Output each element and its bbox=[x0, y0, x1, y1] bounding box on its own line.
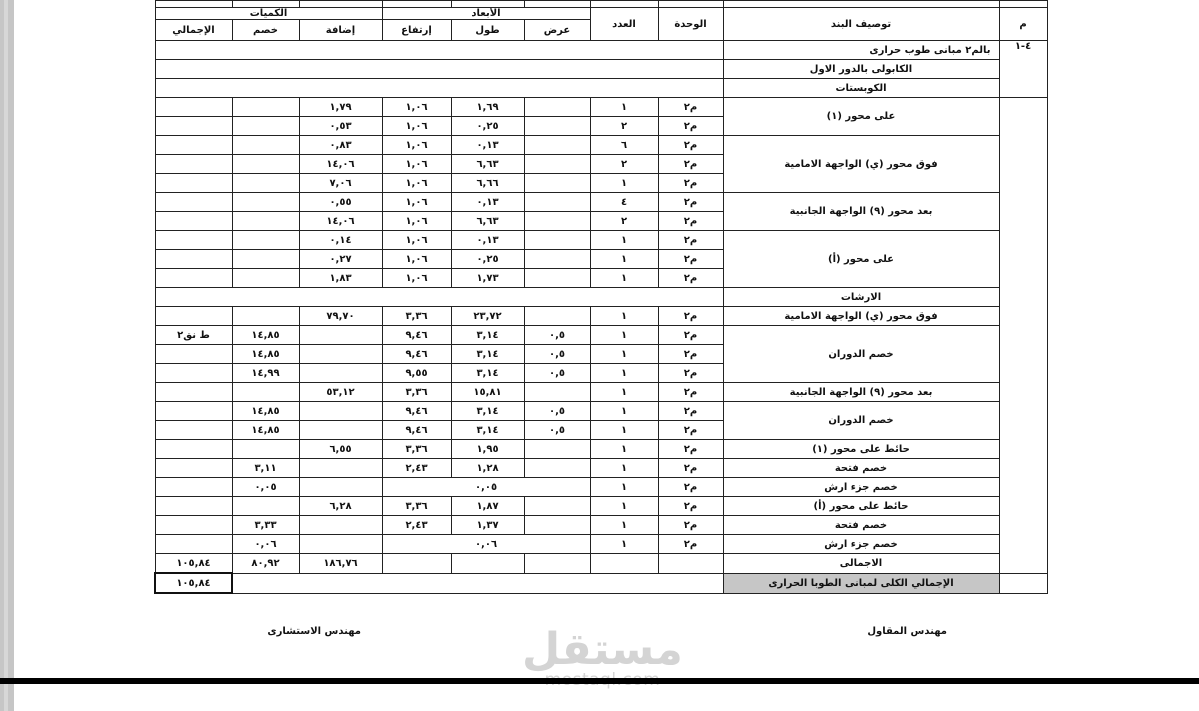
row-count: ١ bbox=[590, 516, 658, 535]
row-width bbox=[524, 174, 590, 193]
header-row-1 bbox=[155, 8, 1047, 20]
row-height: ٣,٣٦ bbox=[382, 307, 451, 326]
row-add: ١٤,٠٦ bbox=[299, 155, 382, 174]
header-description: توصيف البند bbox=[723, 8, 999, 41]
row-add bbox=[299, 364, 382, 383]
row-add: ٦,٢٨ bbox=[299, 497, 382, 516]
table-row bbox=[155, 383, 1047, 402]
top-cell bbox=[590, 1, 658, 8]
row-height: ١,٠٦ bbox=[382, 136, 451, 155]
totals-blank-height bbox=[382, 554, 451, 574]
row-deduct: ٠,٠٥ bbox=[232, 478, 299, 497]
top-cell bbox=[524, 1, 590, 8]
grand-total-value: ١٠٥,٨٤ bbox=[155, 573, 232, 593]
row-total bbox=[155, 250, 232, 269]
row-unit: م٢ bbox=[658, 193, 723, 212]
row-width: ٠,٥ bbox=[524, 345, 590, 364]
row-add bbox=[299, 459, 382, 478]
row-height: ٣,٣٦ bbox=[382, 497, 451, 516]
totals-blank-length bbox=[451, 554, 524, 574]
table-row bbox=[155, 193, 1047, 212]
item-title-row bbox=[155, 41, 1047, 60]
row-width bbox=[524, 136, 590, 155]
section-cornice-blank bbox=[155, 79, 723, 98]
header-height: إرتفاع bbox=[382, 20, 451, 41]
row-unit: م٢ bbox=[658, 383, 723, 402]
row-length: ٠,١٣ bbox=[451, 193, 524, 212]
row-deduct bbox=[232, 307, 299, 326]
row-count: ١ bbox=[590, 535, 658, 554]
row-description: خصم فتحة bbox=[723, 459, 999, 478]
row-add bbox=[299, 345, 382, 364]
row-add: ٠,٨٣ bbox=[299, 136, 382, 155]
row-count: ١ bbox=[590, 174, 658, 193]
row-deduct: ١٤,٨٥ bbox=[232, 421, 299, 440]
row-total bbox=[155, 421, 232, 440]
row-count: ١ bbox=[590, 326, 658, 345]
item-title-blank bbox=[155, 41, 723, 60]
row-add bbox=[299, 478, 382, 497]
grand-item-blank bbox=[999, 573, 1047, 593]
row-length: ٣,١٤ bbox=[451, 345, 524, 364]
header-count: العدد bbox=[590, 8, 658, 41]
top-cell bbox=[451, 1, 524, 8]
row-unit: م٢ bbox=[658, 497, 723, 516]
totals-add: ١٨٦,٧٦ bbox=[299, 554, 382, 574]
section-ledge-title: الارشات bbox=[723, 288, 999, 307]
section-cornice-row bbox=[155, 79, 1047, 98]
row-width bbox=[524, 155, 590, 174]
section-cornice-title: الكوبستات bbox=[723, 79, 999, 98]
item-floor: الكابولى بالدور الاول bbox=[723, 60, 999, 79]
totals-deduct: ٨٠,٩٢ bbox=[232, 554, 299, 574]
section-ledge-blank bbox=[155, 288, 723, 307]
row-width bbox=[524, 516, 590, 535]
item-floor-blank bbox=[155, 60, 723, 79]
row-unit: م٢ bbox=[658, 364, 723, 383]
row-unit: م٢ bbox=[658, 307, 723, 326]
row-total bbox=[155, 174, 232, 193]
row-deduct bbox=[232, 117, 299, 136]
row-length: ٣,١٤ bbox=[451, 402, 524, 421]
row-total: ط نق٢ bbox=[155, 326, 232, 345]
row-height: ٩,٥٥ bbox=[382, 364, 451, 383]
row-total bbox=[155, 212, 232, 231]
row-add: ٧٩,٧٠ bbox=[299, 307, 382, 326]
row-deduct: ١٤,٨٥ bbox=[232, 326, 299, 345]
row-unit: م٢ bbox=[658, 231, 723, 250]
row-length: ٠,١٣ bbox=[451, 231, 524, 250]
watermark-main-text: مستقل bbox=[522, 624, 683, 675]
table-row bbox=[155, 497, 1047, 516]
totals-blank-unit bbox=[658, 554, 723, 574]
row-unit: م٢ bbox=[658, 117, 723, 136]
grand-total-label: الإجمالي الكلى لمبانى الطوبا الحرارى bbox=[723, 573, 999, 593]
row-add: ٥٣,١٢ bbox=[299, 383, 382, 402]
header-add: إضافة bbox=[299, 20, 382, 41]
table-row bbox=[155, 535, 1047, 554]
grand-total-row bbox=[155, 573, 1047, 593]
row-dimension-merged: ٠,٠٥ bbox=[382, 478, 590, 497]
row-total bbox=[155, 440, 232, 459]
row-dimension-merged: ٠,٠٦ bbox=[382, 535, 590, 554]
table-row bbox=[155, 459, 1047, 478]
row-deduct bbox=[232, 231, 299, 250]
row-unit: م٢ bbox=[658, 269, 723, 288]
row-width: ٠,٥ bbox=[524, 364, 590, 383]
row-width bbox=[524, 440, 590, 459]
row-unit: م٢ bbox=[658, 478, 723, 497]
row-height: ٩,٤٦ bbox=[382, 421, 451, 440]
row-unit: م٢ bbox=[658, 250, 723, 269]
row-height: ١,٠٦ bbox=[382, 117, 451, 136]
row-width bbox=[524, 193, 590, 212]
row-add bbox=[299, 535, 382, 554]
row-width: ٠,٥ bbox=[524, 421, 590, 440]
row-add bbox=[299, 402, 382, 421]
row-count: ٢ bbox=[590, 155, 658, 174]
row-width: ٠,٥ bbox=[524, 402, 590, 421]
row-height: ٩,٤٦ bbox=[382, 326, 451, 345]
consultant-engineer-label: مهندس الاستشارى bbox=[267, 626, 361, 637]
row-count: ١ bbox=[590, 98, 658, 117]
table-row bbox=[155, 402, 1047, 421]
row-description: فوق محور (ي) الواجهة الامامية bbox=[723, 136, 999, 193]
row-description: خصم الدوران bbox=[723, 402, 999, 440]
row-width bbox=[524, 383, 590, 402]
row-deduct: ٠,٠٦ bbox=[232, 535, 299, 554]
row-unit: م٢ bbox=[658, 421, 723, 440]
row-unit: م٢ bbox=[658, 136, 723, 155]
row-unit: م٢ bbox=[658, 459, 723, 478]
row-add: ٠,٥٥ bbox=[299, 193, 382, 212]
row-unit: م٢ bbox=[658, 535, 723, 554]
item-number: ٤-١ bbox=[999, 41, 1047, 98]
row-length: ٣,١٤ bbox=[451, 364, 524, 383]
item-no-cell bbox=[999, 98, 1047, 574]
row-length: ٠,٢٥ bbox=[451, 250, 524, 269]
row-width bbox=[524, 307, 590, 326]
row-add: ٦,٥٥ bbox=[299, 440, 382, 459]
row-length: ٣,١٤ bbox=[451, 326, 524, 345]
page-edge-inner bbox=[4, 0, 8, 711]
row-count: ١ bbox=[590, 345, 658, 364]
row-add: ١,٧٩ bbox=[299, 98, 382, 117]
top-cell bbox=[723, 1, 999, 8]
contractor-engineer-label: مهندس المقاول bbox=[867, 626, 947, 637]
row-deduct: ١٤,٩٩ bbox=[232, 364, 299, 383]
row-width bbox=[524, 459, 590, 478]
row-height: ١,٠٦ bbox=[382, 174, 451, 193]
row-unit: م٢ bbox=[658, 326, 723, 345]
row-width bbox=[524, 212, 590, 231]
row-height: ١,٠٦ bbox=[382, 155, 451, 174]
row-width bbox=[524, 269, 590, 288]
row-deduct: ١٤,٨٥ bbox=[232, 402, 299, 421]
row-description: خصم الدوران bbox=[723, 326, 999, 383]
row-description: خصم جزء ارش bbox=[723, 478, 999, 497]
row-deduct: ٣,٣٣ bbox=[232, 516, 299, 535]
row-description: خصم فتحة bbox=[723, 516, 999, 535]
row-add: ٠,٥٣ bbox=[299, 117, 382, 136]
row-length: ١,٧٣ bbox=[451, 269, 524, 288]
quantities-table bbox=[154, 0, 1048, 594]
row-count: ١ bbox=[590, 383, 658, 402]
row-height: ٣,٣٦ bbox=[382, 383, 451, 402]
row-total bbox=[155, 459, 232, 478]
row-unit: م٢ bbox=[658, 212, 723, 231]
row-height: ٢,٤٣ bbox=[382, 516, 451, 535]
row-total bbox=[155, 345, 232, 364]
table-row bbox=[155, 307, 1047, 326]
grand-blank-span bbox=[232, 573, 723, 593]
row-count: ٢ bbox=[590, 212, 658, 231]
row-description: حائط على محور (١) bbox=[723, 440, 999, 459]
row-length: ٠,٢٥ bbox=[451, 117, 524, 136]
row-height: ٣,٣٦ bbox=[382, 440, 451, 459]
item-title: بالم٢ مبانى طوب حرارى bbox=[723, 41, 999, 60]
header-item-no: م bbox=[999, 8, 1047, 41]
row-add bbox=[299, 516, 382, 535]
page-edge-bar bbox=[0, 0, 14, 711]
row-deduct bbox=[232, 136, 299, 155]
row-height: ٩,٤٦ bbox=[382, 402, 451, 421]
header-quantities: الكميات bbox=[155, 8, 382, 20]
row-total bbox=[155, 193, 232, 212]
row-description: خصم جزء ارش bbox=[723, 535, 999, 554]
row-unit: م٢ bbox=[658, 402, 723, 421]
row-description: على محور (أ) bbox=[723, 231, 999, 288]
row-height: ١,٠٦ bbox=[382, 269, 451, 288]
row-deduct bbox=[232, 250, 299, 269]
row-unit: م٢ bbox=[658, 98, 723, 117]
row-count: ١ bbox=[590, 231, 658, 250]
top-cell bbox=[299, 1, 382, 8]
row-unit: م٢ bbox=[658, 345, 723, 364]
row-add: ٠,١٤ bbox=[299, 231, 382, 250]
row-total bbox=[155, 478, 232, 497]
row-height: ٢,٤٣ bbox=[382, 459, 451, 478]
bottom-rule bbox=[0, 678, 1199, 684]
row-count: ١ bbox=[590, 250, 658, 269]
header-total: الإجمالي bbox=[155, 20, 232, 41]
top-cell bbox=[999, 1, 1047, 8]
row-deduct: ٣,١١ bbox=[232, 459, 299, 478]
row-add bbox=[299, 326, 382, 345]
row-height: ١,٠٦ bbox=[382, 193, 451, 212]
row-deduct bbox=[232, 497, 299, 516]
row-description: بعد محور (٩) الواجهة الجانبية bbox=[723, 383, 999, 402]
top-cell bbox=[232, 1, 299, 8]
row-total bbox=[155, 155, 232, 174]
row-deduct bbox=[232, 155, 299, 174]
row-add: ١,٨٣ bbox=[299, 269, 382, 288]
row-deduct bbox=[232, 212, 299, 231]
row-total bbox=[155, 136, 232, 155]
header-length: طول bbox=[451, 20, 524, 41]
row-total bbox=[155, 516, 232, 535]
header-unit: الوحدة bbox=[658, 8, 723, 41]
row-add bbox=[299, 421, 382, 440]
top-border-row bbox=[155, 1, 1047, 8]
row-description: بعد محور (٩) الواجهة الجانبية bbox=[723, 193, 999, 231]
row-count: ٤ bbox=[590, 193, 658, 212]
row-deduct bbox=[232, 383, 299, 402]
header-deduct: خصم bbox=[232, 20, 299, 41]
row-add: ١٤,٠٦ bbox=[299, 212, 382, 231]
row-total bbox=[155, 231, 232, 250]
row-height: ١,٠٦ bbox=[382, 231, 451, 250]
table-row bbox=[155, 478, 1047, 497]
section-ledge-row bbox=[155, 288, 1047, 307]
row-width bbox=[524, 231, 590, 250]
header-dimensions: الأبعاد bbox=[382, 8, 590, 20]
row-length: ١,٣٧ bbox=[451, 516, 524, 535]
table-row bbox=[155, 136, 1047, 155]
row-deduct bbox=[232, 193, 299, 212]
row-count: ١ bbox=[590, 440, 658, 459]
row-width bbox=[524, 98, 590, 117]
top-cell bbox=[658, 1, 723, 8]
row-length: ١,٦٩ bbox=[451, 98, 524, 117]
row-length: ٦,٦٦ bbox=[451, 174, 524, 193]
row-width bbox=[524, 497, 590, 516]
top-cell bbox=[155, 1, 232, 8]
row-length: ١٥,٨١ bbox=[451, 383, 524, 402]
row-deduct: ١٤,٨٥ bbox=[232, 345, 299, 364]
row-length: ٠,١٣ bbox=[451, 136, 524, 155]
row-total bbox=[155, 98, 232, 117]
row-length: ٢٣,٧٢ bbox=[451, 307, 524, 326]
row-length: ١,٩٥ bbox=[451, 440, 524, 459]
row-add: ٠,٢٧ bbox=[299, 250, 382, 269]
row-total bbox=[155, 117, 232, 136]
row-count: ١ bbox=[590, 478, 658, 497]
row-deduct bbox=[232, 440, 299, 459]
row-unit: م٢ bbox=[658, 174, 723, 193]
totals-row bbox=[155, 554, 1047, 574]
row-width: ٠,٥ bbox=[524, 326, 590, 345]
table-row bbox=[155, 516, 1047, 535]
row-height: ١,٠٦ bbox=[382, 212, 451, 231]
totals-total: ١٠٥,٨٤ bbox=[155, 554, 232, 574]
totals-blank-count bbox=[590, 554, 658, 574]
row-length: ١,٨٧ bbox=[451, 497, 524, 516]
totals-label: الاجمالى bbox=[723, 554, 999, 574]
row-length: ٣,١٤ bbox=[451, 421, 524, 440]
row-count: ١ bbox=[590, 402, 658, 421]
table-row bbox=[155, 98, 1047, 117]
table-row bbox=[155, 326, 1047, 345]
row-total bbox=[155, 269, 232, 288]
row-unit: م٢ bbox=[658, 516, 723, 535]
row-count: ١ bbox=[590, 364, 658, 383]
row-deduct bbox=[232, 269, 299, 288]
row-total bbox=[155, 307, 232, 326]
row-unit: م٢ bbox=[658, 155, 723, 174]
table-row bbox=[155, 231, 1047, 250]
row-height: ١,٠٦ bbox=[382, 250, 451, 269]
totals-blank-width bbox=[524, 554, 590, 574]
row-count: ١ bbox=[590, 497, 658, 516]
header-width: عرض bbox=[524, 20, 590, 41]
row-height: ٩,٤٦ bbox=[382, 345, 451, 364]
row-deduct bbox=[232, 98, 299, 117]
row-count: ١ bbox=[590, 459, 658, 478]
row-deduct bbox=[232, 174, 299, 193]
row-add: ٧,٠٦ bbox=[299, 174, 382, 193]
row-count: ١ bbox=[590, 307, 658, 326]
row-width bbox=[524, 117, 590, 136]
row-height: ١,٠٦ bbox=[382, 98, 451, 117]
row-width bbox=[524, 250, 590, 269]
row-count: ٢ bbox=[590, 117, 658, 136]
row-unit: م٢ bbox=[658, 440, 723, 459]
row-length: ١,٢٨ bbox=[451, 459, 524, 478]
row-total bbox=[155, 383, 232, 402]
item-floor-row bbox=[155, 60, 1047, 79]
row-description: على محور (١) bbox=[723, 98, 999, 136]
row-total bbox=[155, 364, 232, 383]
table-row bbox=[155, 440, 1047, 459]
row-length: ٦,٦٣ bbox=[451, 212, 524, 231]
row-description: حائط على محور (أ) bbox=[723, 497, 999, 516]
row-total bbox=[155, 497, 232, 516]
top-cell bbox=[382, 1, 451, 8]
row-length: ٦,٦٣ bbox=[451, 155, 524, 174]
row-count: ٦ bbox=[590, 136, 658, 155]
row-count: ١ bbox=[590, 421, 658, 440]
row-description: فوق محور (ي) الواجهة الامامية bbox=[723, 307, 999, 326]
row-total bbox=[155, 535, 232, 554]
row-total bbox=[155, 402, 232, 421]
row-count: ١ bbox=[590, 269, 658, 288]
